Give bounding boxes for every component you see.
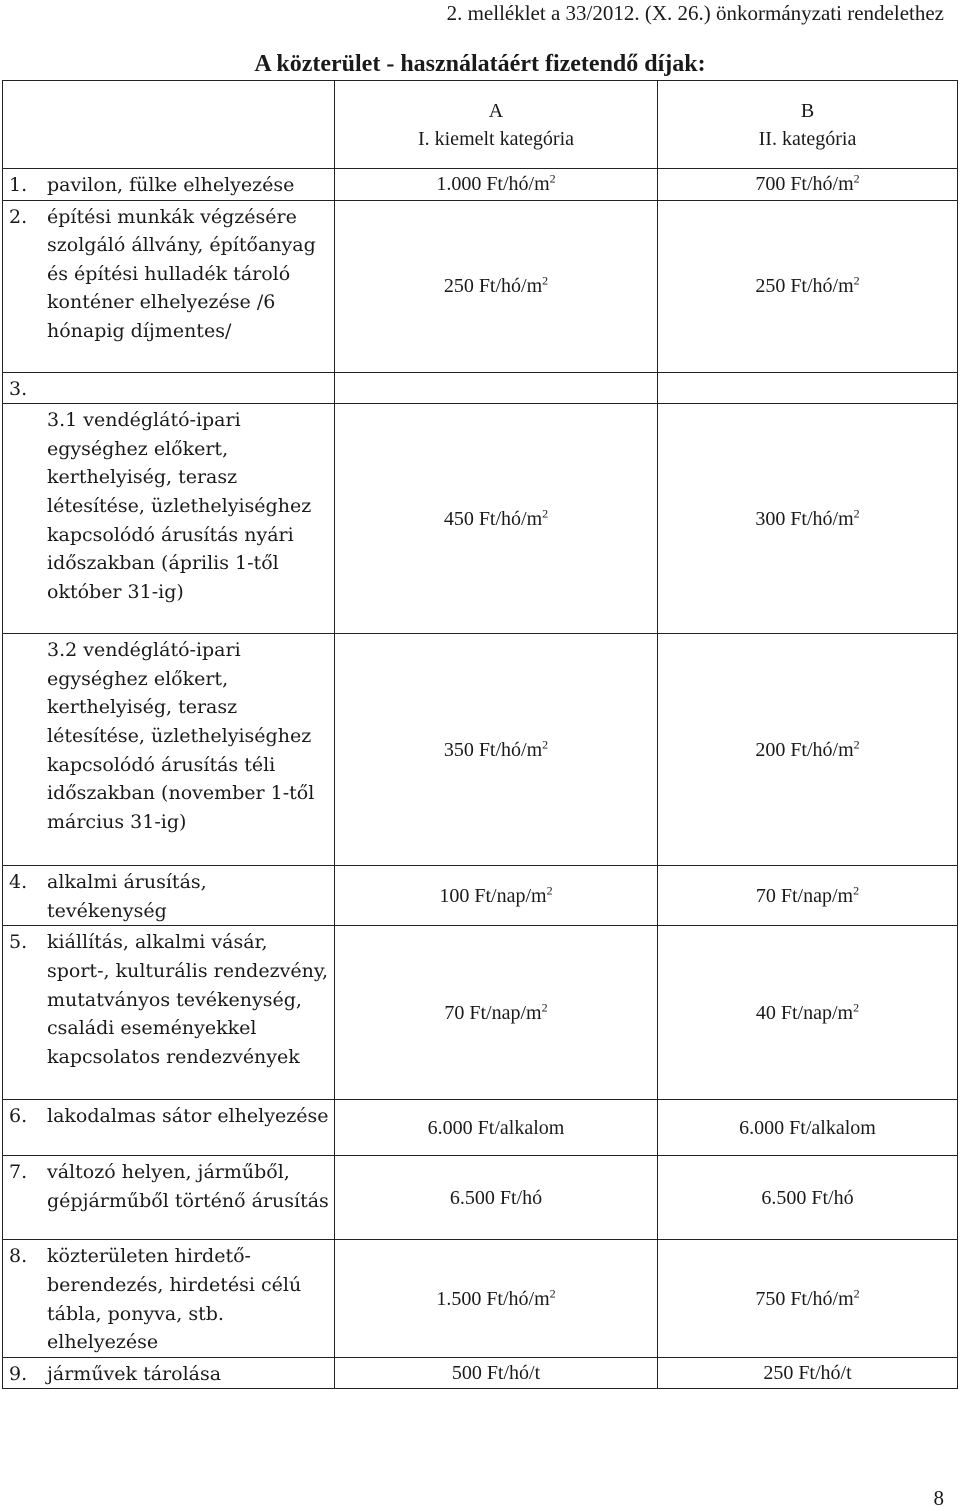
row-value-b-cell	[658, 866, 958, 926]
row-value-b: 40 Ft/nap/m	[755, 1001, 854, 1024]
fee-rows	[3, 169, 958, 1389]
row-value-a: 1.500 Ft/hó/m	[436, 1287, 550, 1310]
row-description-cell	[3, 372, 335, 404]
row-value-b-superscript: 2	[853, 1000, 860, 1015]
row-value-b-cell	[658, 1357, 958, 1389]
table-row	[3, 1156, 958, 1240]
row-value-a: 450 Ft/hó/m	[443, 507, 543, 530]
row-number: 1.	[9, 174, 28, 196]
row-value-b-superscript: 2	[853, 171, 860, 186]
table-row	[3, 372, 958, 404]
row-value-b: 700 Ft/hó/m	[755, 173, 854, 196]
table-header-row	[3, 81, 958, 169]
table-row	[3, 1357, 958, 1389]
row-value-b: 250 Ft/hó/m	[755, 275, 854, 298]
row-value-a: 350 Ft/hó/m	[443, 738, 543, 761]
row-value-a-cell	[335, 634, 658, 866]
row-number: 7.	[9, 1161, 28, 1184]
table-row	[3, 926, 958, 1100]
table-row	[3, 634, 958, 866]
row-value-a-cell	[335, 200, 658, 372]
row-description	[3, 203, 334, 346]
row-number: 9.	[9, 1362, 28, 1385]
row-value-b-cell	[658, 169, 958, 201]
table-row	[3, 1100, 958, 1156]
row-description-cell	[3, 200, 335, 372]
row-number: 5.	[9, 931, 28, 954]
row-number: 4.	[9, 871, 28, 894]
row-text: 3.2 vendéglátó-ipari egységhez előkert, kerthelyiség, terasz létesítése, üzlethelyiséghez kapcsolódó árusítás téli időszakban (november 1-től március 31-ig)	[47, 639, 315, 833]
row-text: alkalmi árusítás, tevékenység	[47, 871, 207, 922]
row-description-cell	[3, 866, 335, 926]
row-value-b-superscript: 2	[853, 273, 860, 288]
row-value-a-superscript: 2	[542, 273, 549, 288]
row-value-a-superscript: 2	[541, 1000, 548, 1015]
row-value-a: 70 Ft/nap/m	[444, 1001, 542, 1024]
page-title	[0, 49, 960, 79]
header-blank-cell	[3, 81, 335, 169]
row-description-cell	[3, 1100, 335, 1156]
table-row	[3, 200, 958, 372]
row-number: 6.	[9, 1105, 28, 1128]
row-description	[3, 636, 334, 836]
column-b-category: II. kategória	[758, 127, 857, 150]
row-value-a-cell	[335, 372, 658, 404]
row-number: 3.	[9, 377, 28, 400]
row-description	[3, 171, 334, 200]
row-value-b-cell	[658, 372, 958, 404]
row-text: lakodalmas sátor elhelyezése	[47, 1105, 329, 1128]
column-b-header	[658, 81, 958, 169]
row-description	[3, 1158, 334, 1215]
table-row	[3, 866, 958, 926]
row-description	[3, 868, 334, 925]
row-value-b: 250 Ft/hó/t	[763, 1362, 852, 1385]
row-value-a: 100 Ft/nap/m	[439, 884, 547, 907]
row-value-a: 500 Ft/hó/t	[451, 1362, 541, 1385]
row-description-cell	[3, 1357, 335, 1389]
row-value-b: 6.500 Ft/hó	[761, 1186, 854, 1209]
row-value-b-cell	[658, 1100, 958, 1156]
row-value-b-superscript: 2	[853, 737, 860, 752]
row-value-a: 6.500 Ft/hó	[449, 1186, 543, 1209]
page-number: 8	[933, 1486, 944, 1510]
row-description	[3, 406, 334, 606]
row-value-a: 6.000 Ft/alkalom	[427, 1116, 565, 1139]
row-description	[3, 375, 334, 404]
row-value-a-cell	[335, 1156, 658, 1240]
row-value-b-cell	[658, 634, 958, 866]
row-value-a-cell	[335, 1240, 658, 1357]
row-value-a-cell	[335, 1357, 658, 1389]
row-value-b-cell	[658, 1156, 958, 1240]
row-text: építési munkák végzésére szolgáló állvány, építőanyag és építési hulladék tároló konténer elhelyezése /6 hónapig díjmentes/	[47, 205, 316, 342]
row-value-b-cell	[658, 404, 958, 634]
column-a-letter: A	[488, 99, 504, 122]
row-description-cell	[3, 404, 335, 634]
row-text: közterületen hirdető-berendezés, hirdetési célú tábla, ponyva, stb. elhelyezése	[47, 1245, 302, 1354]
column-a-header	[335, 81, 658, 169]
row-description-cell	[3, 634, 335, 866]
row-text: változó helyen, járműből, gépjárműből történő árusítás	[47, 1161, 329, 1212]
row-value-a-superscript: 2	[549, 171, 556, 186]
row-text: járművek tárolása	[47, 1362, 222, 1385]
row-number: 2.	[9, 205, 28, 228]
row-value-a-superscript: 2	[542, 506, 549, 521]
row-description	[3, 1242, 334, 1356]
table-row	[3, 404, 958, 634]
annex-reference: 2. melléklet a 33/2012. (X. 26.) önkormányzati rendelethez	[446, 1, 944, 25]
row-number: 8.	[9, 1245, 28, 1268]
row-value-a: 1.000 Ft/hó/m	[436, 173, 550, 196]
row-value-b: 750 Ft/hó/m	[755, 1287, 854, 1310]
fee-table	[2, 80, 958, 1389]
column-a-category: I. kiemelt kategória	[417, 127, 575, 150]
row-description	[3, 1360, 334, 1389]
row-value-b-superscript: 2	[853, 506, 860, 521]
row-value-b: 300 Ft/hó/m	[755, 507, 854, 530]
column-b-letter: B	[800, 99, 815, 122]
row-value-a-cell	[335, 169, 658, 201]
row-value-a-cell	[335, 404, 658, 634]
row-description-cell	[3, 1240, 335, 1357]
row-text: pavilon, fülke elhelyezése	[47, 174, 295, 196]
page-title-text: A közterület - használatáért fizetendő díjak:	[254, 51, 706, 77]
row-description-cell	[3, 1156, 335, 1240]
row-value-b-cell	[658, 926, 958, 1100]
row-description	[3, 1102, 334, 1131]
row-description	[3, 928, 334, 1071]
row-text: 3.1 vendéglátó-ipari egységhez előkert, kerthelyiség, terasz létesítése, üzlethelyiséghez kapcsolódó árusítás nyári időszakban (április 1-től október 31-ig)	[47, 409, 312, 603]
row-value-b-cell	[658, 200, 958, 372]
row-value-b-superscript: 2	[853, 883, 860, 898]
row-value-b: 200 Ft/hó/m	[755, 738, 854, 761]
row-value-b-cell	[658, 1240, 958, 1357]
row-text: kiállítás, alkalmi vásár, sport-, kulturális rendezvény, mutatványos tevékenység, családi eseményekkel kapcsolatos rendezvények	[47, 931, 329, 1068]
row-description-cell	[3, 926, 335, 1100]
row-value-b-superscript: 2	[853, 1285, 860, 1300]
row-value-a-cell	[335, 866, 658, 926]
table-row	[3, 169, 958, 201]
row-description-cell	[3, 169, 335, 201]
row-value-a-superscript: 2	[546, 883, 553, 898]
row-value-a-cell	[335, 926, 658, 1100]
row-value-b: 70 Ft/nap/m	[755, 884, 854, 907]
table-row	[3, 1240, 958, 1357]
row-value-a: 250 Ft/hó/m	[443, 275, 543, 298]
row-value-a-superscript: 2	[549, 1285, 556, 1300]
row-value-a-cell	[335, 1100, 658, 1156]
row-value-b: 6.000 Ft/alkalom	[739, 1116, 876, 1139]
row-value-a-superscript: 2	[542, 737, 549, 752]
